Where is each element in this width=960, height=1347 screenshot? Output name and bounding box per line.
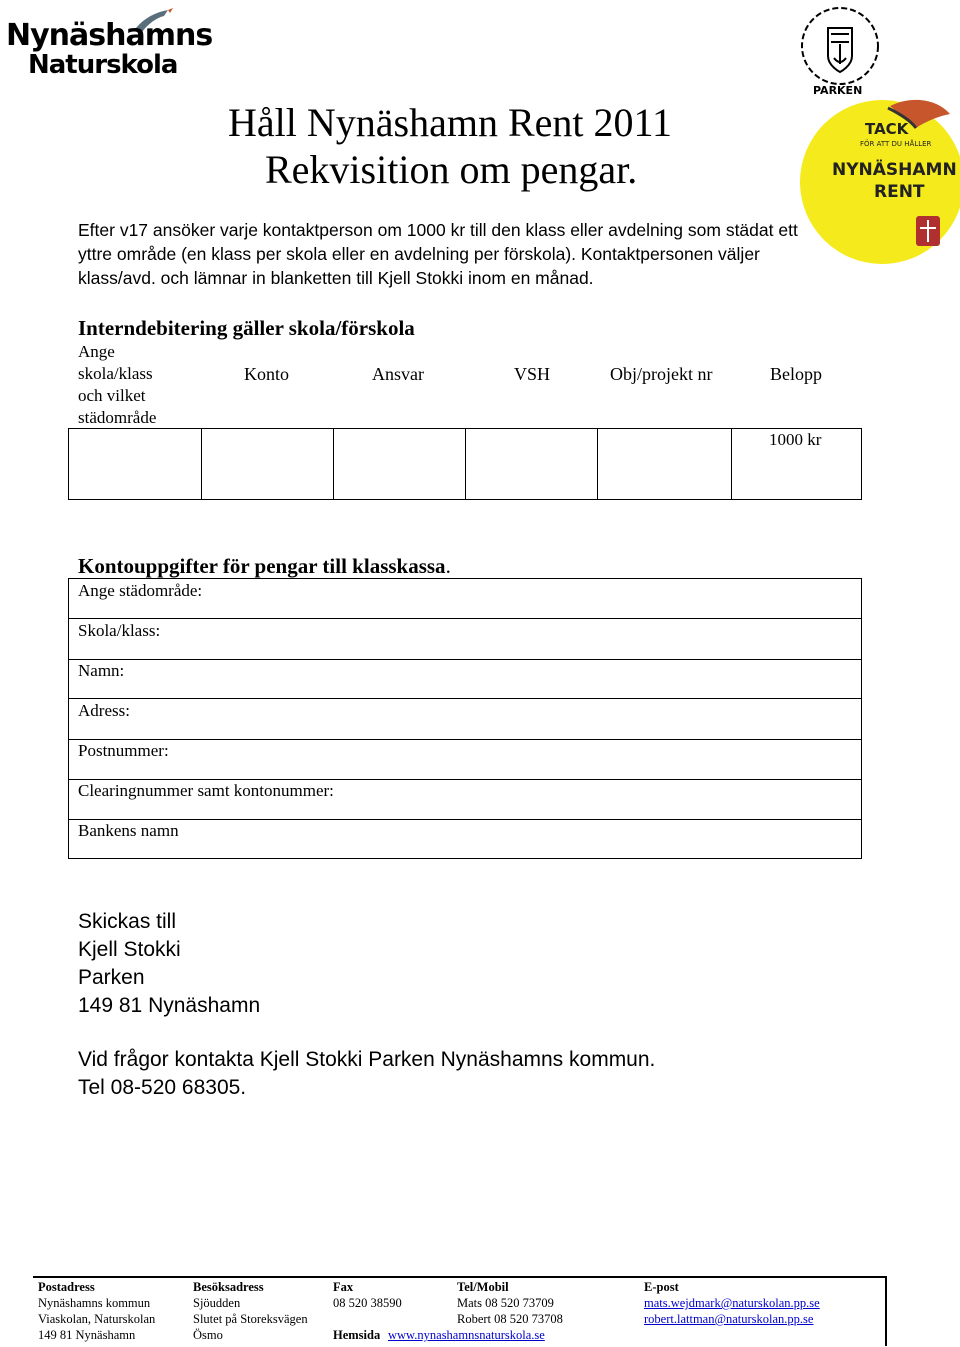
logo-line2: Naturskola bbox=[28, 50, 178, 80]
field-skola-klass[interactable]: Skola/klass: bbox=[78, 621, 161, 640]
footer-besok-line: Sjöudden bbox=[193, 1296, 241, 1310]
col-header-vsh: VSH bbox=[514, 364, 551, 384]
badge-parken: PARKEN bbox=[813, 84, 863, 97]
footer-postadress-label: Postadress bbox=[38, 1280, 95, 1294]
form-divider bbox=[69, 698, 861, 699]
intro-line3: klass/avd. och lämnar in blanketten till Kjell Stokki inom en månad. bbox=[78, 268, 594, 288]
footer-fax-label: Fax bbox=[333, 1280, 354, 1294]
account-heading-text: Kontouppgifter för pengar till klasskassa bbox=[78, 554, 446, 578]
col-label-school bbox=[78, 341, 156, 429]
logo-line1: Nynäshamns bbox=[6, 18, 213, 53]
cell-vsh[interactable] bbox=[466, 429, 597, 499]
col-label-line: städområde bbox=[78, 408, 157, 427]
badge-rent: RENT bbox=[874, 182, 925, 202]
col-label-line: och vilket bbox=[78, 386, 146, 405]
internal-debit-table bbox=[68, 428, 862, 500]
send-to-block bbox=[78, 908, 260, 1020]
cell-konto[interactable] bbox=[202, 429, 333, 499]
table-divider bbox=[731, 429, 732, 499]
intro-line1: Efter v17 ansöker varje kontaktperson om 1000 kr till den klass eller avdelning som städat ett bbox=[78, 220, 798, 240]
send-to-line: 149 81 Nynäshamn bbox=[78, 994, 261, 1017]
cell-ansvar[interactable] bbox=[334, 429, 465, 499]
field-bankens-namn[interactable]: Bankens namn bbox=[78, 821, 179, 840]
page-title-line1: Håll Nynäshamn Rent 2011 bbox=[228, 100, 673, 145]
badge-tack: TACK bbox=[865, 120, 909, 138]
footer-hemsida-label: Hemsida bbox=[333, 1328, 381, 1342]
contact-line: Vid frågor kontakta Kjell Stokki Parken Nynäshamns kommun. bbox=[78, 1048, 656, 1071]
page-title-line2: Rekvisition om pengar. bbox=[265, 147, 638, 192]
footer-postadress-line: Viaskolan, Naturskolan bbox=[38, 1312, 156, 1326]
account-heading-dot: . bbox=[445, 554, 451, 578]
form-divider bbox=[69, 618, 861, 619]
field-stadomrade[interactable]: Ange städområde: bbox=[78, 581, 203, 600]
internal-debit-heading: Interndebitering gäller skola/förskola bbox=[78, 316, 415, 340]
field-clearing-konto[interactable]: Clearingnummer samt kontonummer: bbox=[78, 781, 334, 800]
footer-tel-line: Mats 08 520 73709 bbox=[457, 1296, 554, 1310]
badge-nynashamn: NYNÄSHAMN bbox=[832, 160, 957, 180]
footer-postadress-line: Nynäshamns kommun bbox=[38, 1296, 151, 1310]
col-header-belopp: Belopp bbox=[770, 364, 822, 384]
col-header-konto: Konto bbox=[244, 364, 289, 384]
badge-tack-sub: FÖR ATT DU HÅLLER bbox=[860, 140, 932, 148]
form-divider bbox=[69, 819, 861, 820]
footer-postadress-line: 149 81 Nynäshamn bbox=[38, 1328, 136, 1342]
col-label-line: Ange bbox=[78, 342, 115, 361]
footer-epost-link[interactable]: mats.wejdmark@naturskolan.pp.se bbox=[644, 1296, 820, 1310]
footer-tel-label: Tel/Mobil bbox=[457, 1280, 509, 1294]
form-divider bbox=[69, 659, 861, 660]
ekokommun-badge bbox=[790, 4, 960, 264]
cell-school[interactable] bbox=[69, 429, 201, 499]
footer-right-border bbox=[885, 1276, 887, 1346]
intro-line2: yttre område (en klass per skola eller en avdelning per förskola). Kontaktpersonen väljer bbox=[78, 244, 760, 264]
footer-besok-line: Slutet på Storeksvägen bbox=[193, 1312, 308, 1326]
form-divider bbox=[69, 739, 861, 740]
contact-block bbox=[78, 1046, 655, 1102]
col-header-objprojekt: Obj/projekt nr bbox=[610, 364, 713, 384]
footer-epost-link[interactable]: robert.lattman@naturskolan.pp.se bbox=[644, 1312, 814, 1326]
footer-epost-label: E-post bbox=[644, 1280, 679, 1294]
footer-tel-line: Robert 08 520 73708 bbox=[457, 1312, 563, 1326]
footer-hemsida-link[interactable]: www.nynashamnsnaturskola.se bbox=[388, 1328, 545, 1342]
cell-objprojekt[interactable] bbox=[598, 429, 731, 499]
footer-besok-label: Besöksadress bbox=[193, 1280, 264, 1294]
footer-fax-value: 08 520 38590 bbox=[333, 1296, 402, 1310]
send-to-line: Skickas till bbox=[78, 910, 177, 933]
account-heading bbox=[78, 554, 451, 579]
col-label-line: skola/klass bbox=[78, 364, 153, 383]
field-namn[interactable]: Namn: bbox=[78, 661, 125, 680]
amount-value: 1000 kr bbox=[769, 430, 822, 449]
field-postnummer[interactable]: Postnummer: bbox=[78, 741, 169, 760]
naturskola-logo bbox=[6, 6, 221, 84]
col-header-ansvar: Ansvar bbox=[372, 364, 424, 384]
form-divider bbox=[69, 779, 861, 780]
field-adress[interactable]: Adress: bbox=[78, 701, 130, 720]
send-to-line: Parken bbox=[78, 966, 145, 989]
footer-besok-line: Ösmo bbox=[193, 1328, 223, 1342]
send-to-line: Kjell Stokki bbox=[78, 938, 181, 961]
account-form bbox=[68, 578, 862, 859]
footer-rule bbox=[33, 1276, 887, 1278]
contact-line: Tel 08-520 68305. bbox=[78, 1076, 247, 1099]
